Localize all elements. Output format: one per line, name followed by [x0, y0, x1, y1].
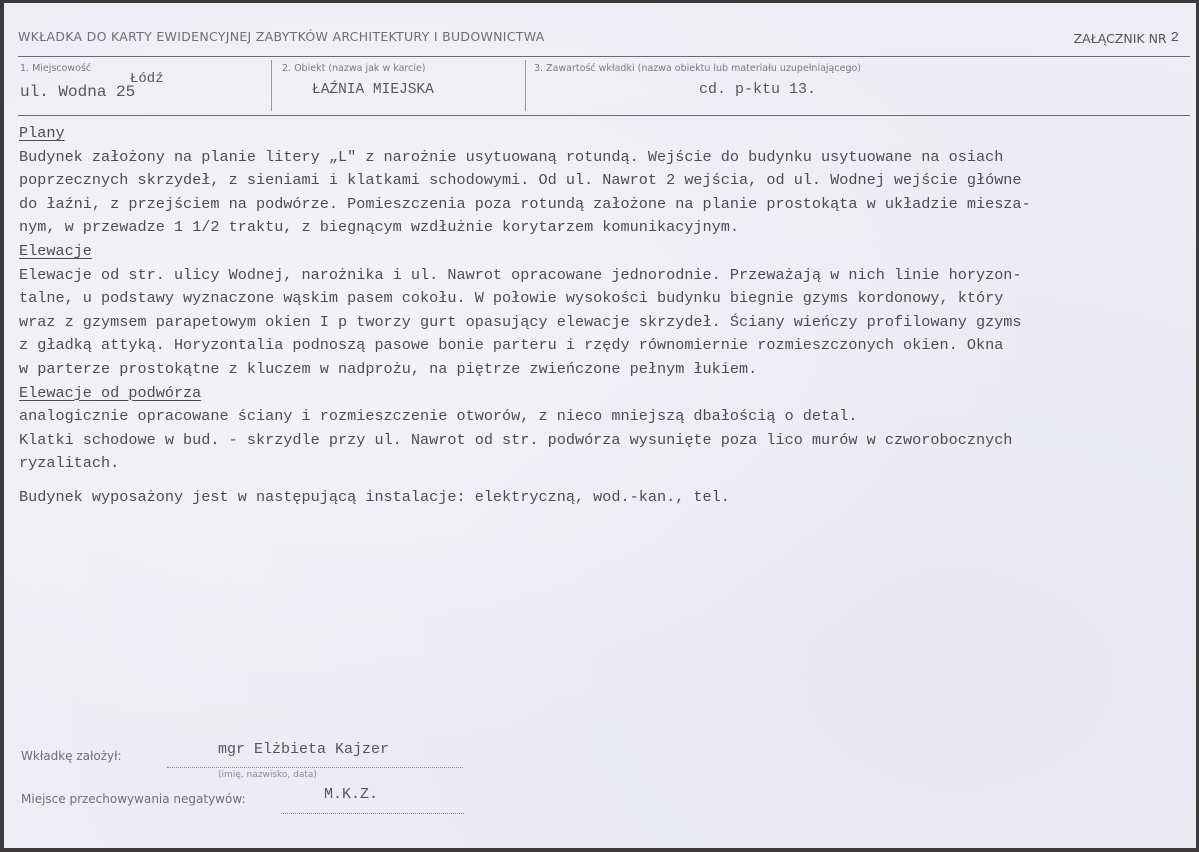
field-separator-2	[525, 60, 526, 111]
contents-value: cd. p-ktu 13.	[699, 81, 817, 98]
text-line: z gładką attyką. Horyzontalia podnoszą pasowe bonie parteru i rzędy równomiernie rozmieszczonych okien. Okna	[19, 336, 1004, 355]
negatives-dotted-line	[281, 813, 464, 814]
form-title: WKŁADKA DO KARTY EWIDENCYJNEJ ZABYTKÓW ARCHITEKTURY I BUDOWNICTWA	[18, 29, 545, 44]
location-address: ul. Wodna 25	[20, 83, 136, 101]
text-line: Elewacje od str. ulicy Wodnej, narożnika i ul. Nawrot opracowane jednorodnie. Przeważają w nich linie horyzon-	[19, 265, 1022, 284]
author-value: mgr Elżbieta Kajzer	[218, 741, 390, 758]
header-divider	[18, 56, 1190, 57]
text-line: Klatki schodowe w bud. - skrzydle przy ul. Nawrot od str. podwórza wysunięte poza lico murów w czworobocznych	[19, 430, 1013, 449]
inventory-card-insert	[4, 3, 1196, 848]
author-hint: (imię, nazwisko, data)	[218, 770, 317, 780]
negatives-label: Miejsce przechowywania negatywów:	[21, 792, 246, 806]
negatives-value: M.K.Z.	[324, 786, 379, 803]
location-label: 1. Miejscowość	[20, 63, 92, 74]
section-heading: Elewacje od podwórza	[19, 383, 202, 402]
author-label: Wkładkę założył:	[21, 749, 122, 763]
attachment-number	[1074, 31, 1179, 48]
text-line: w parterze prostokątne z kluczem w nadprożu, na piętrze zwieńczone pełnym łukiem.	[19, 359, 758, 378]
text-line: wraz z gzymsem parapetowym okien I p tworzy gurt opasujący elewacje skrzydeł. Ściany wieńczy profilowany gzyms	[19, 312, 1022, 331]
object-name: ŁAŹNIA MIEJSKA	[312, 82, 434, 98]
attachment-label: ZAŁĄCZNIK NR	[1073, 31, 1167, 46]
text-line: do łaźni, z przejściem na podwórze. Pomieszczenia poza rotundą założone na planie prostokąta w układzie miesza-	[19, 194, 1031, 213]
location-city: Łódź	[130, 71, 164, 87]
object-label: 2. Obiekt (nazwa jak w karcie)	[282, 63, 426, 74]
text-line: ryzalitach.	[19, 454, 120, 473]
contents-label: 3. Zawartość wkładki (nazwa obiektu lub materiału uzupełniającego)	[534, 63, 861, 74]
installations-note: Budynek wyposażony jest w następującą instalacje: elektryczną, wod.-kan., tel.	[19, 487, 730, 506]
field-separator-1	[271, 60, 272, 111]
text-line: nym, w przewadze 1 1/2 traktu, z biegnącym wzdłużnie korytarzem komunikacyjnym.	[19, 218, 740, 237]
text-line: talne, u podstawy wyznaczone wąskim pasem cokołu. W połowie wysokości budynku biegnie gzyms kordonowy, który	[19, 289, 1004, 308]
attachment-number-value: 2	[1170, 30, 1179, 46]
text-line: poprzecznych skrzydeł, z sieniami i klatkami schodowymi. Od ul. Nawrot 2 wejścia, od ul. Wodnej wejście główne	[19, 171, 1022, 190]
text-line: analogicznie opracowane ściany i rozmieszczenie otworów, z nieco mniejszą dbałością o detal.	[19, 407, 858, 426]
fields-divider	[18, 115, 1190, 116]
section-heading: Elewacje	[19, 241, 92, 260]
author-dotted-line	[167, 767, 463, 768]
section-elewacje-podworze	[19, 382, 1189, 476]
section-heading: Plany	[19, 124, 65, 142]
section-plany	[19, 122, 1189, 240]
text-line: Budynek założony na planie litery „L" z narożnie usytuowaną rotundą. Wejście do budynku usytuowane na osiach	[19, 147, 1004, 166]
description-body	[19, 122, 1189, 510]
section-elewacje	[19, 240, 1189, 382]
